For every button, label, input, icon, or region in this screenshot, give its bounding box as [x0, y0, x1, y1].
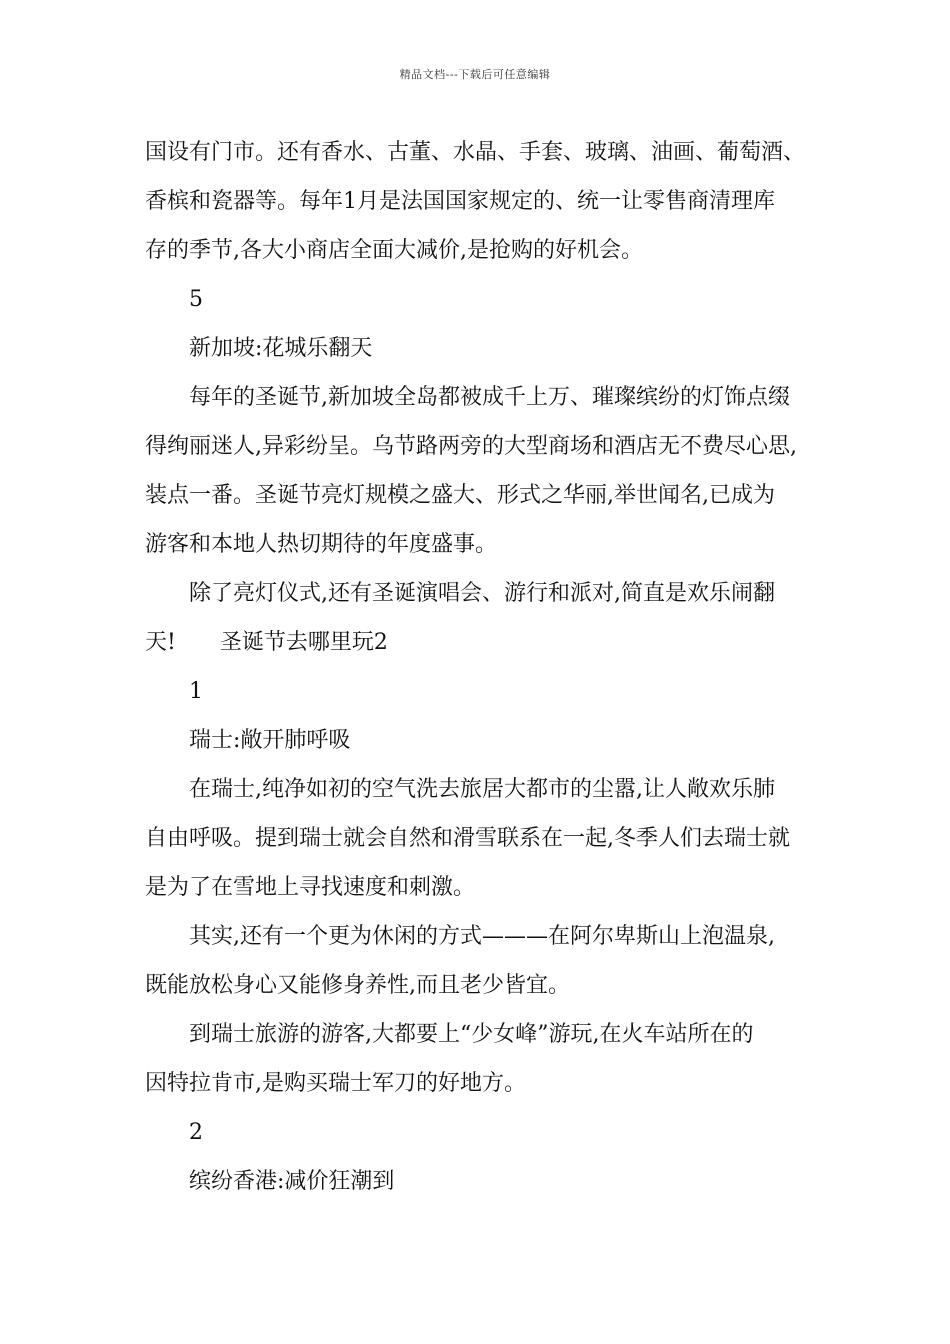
body-line: 在瑞士,纯净如初的空气洗去旅居大都市的尘嚣,让人敞欢乐肺 — [189, 777, 775, 802]
body-line: 国设有门市。还有香水、古董、水晶、手套、玻璃、油画、葡萄酒、 — [145, 140, 806, 165]
section-heading: 新加坡:花城乐翻天 — [189, 336, 373, 361]
body-line: 装点一番。圣诞节亮灯规模之盛大、形式之华丽,举世闻名,已成为 — [145, 483, 775, 508]
body-line: 游客和本地人热切期待的年度盛事。 — [145, 532, 498, 557]
body-line: 得绚丽迷人,异彩纷呈。乌节路两旁的大型商场和酒店无不费尽心思, — [145, 434, 797, 459]
body-line: 自由呼吸。提到瑞士就会自然和滑雪联系在一起,冬季人们去瑞士就 — [145, 826, 790, 851]
body-line: 到瑞士旅游的游客,大都要上“少女峰”游玩,在火车站所在的 — [189, 1022, 754, 1047]
section-heading: 瑞士:敞开肺呼吸 — [189, 728, 351, 753]
body-line: 除了亮灯仪式,还有圣诞演唱会、游行和派对,简直是欢乐闹翻 — [189, 581, 775, 606]
section-heading: 缤纷香港:减价狂潮到 — [189, 1169, 395, 1194]
body-line: 是为了在雪地上寻找速度和刺激。 — [145, 875, 476, 900]
body-line: 香槟和瓷器等。每年1月是法国国家规定的、统一让零售商清理库 — [145, 189, 775, 214]
body-line: 既能放松身心又能修身养性,而且老少皆宜。 — [145, 973, 570, 998]
page-header: 精品文档---下载后可任意编辑 — [399, 68, 551, 81]
body-line: 其实,还有一个更为休闲的方式———在阿尔卑斯山上泡温泉, — [189, 924, 775, 949]
section-number: 2 — [189, 1120, 203, 1145]
body-line: 天! 圣诞节去哪里玩2 — [145, 630, 388, 655]
document-body — [145, 128, 825, 1206]
section-number: 5 — [189, 287, 203, 312]
body-line: 存的季节,各大小商店全面大减价,是抢购的好机会。 — [145, 238, 643, 263]
body-line: 每年的圣诞节,新加坡全岛都被成千上万、璀璨缤纷的灯饰点缀 — [189, 385, 790, 410]
body-line: 因特拉肯市,是购买瑞士军刀的好地方。 — [145, 1071, 526, 1096]
section-number: 1 — [189, 679, 203, 704]
